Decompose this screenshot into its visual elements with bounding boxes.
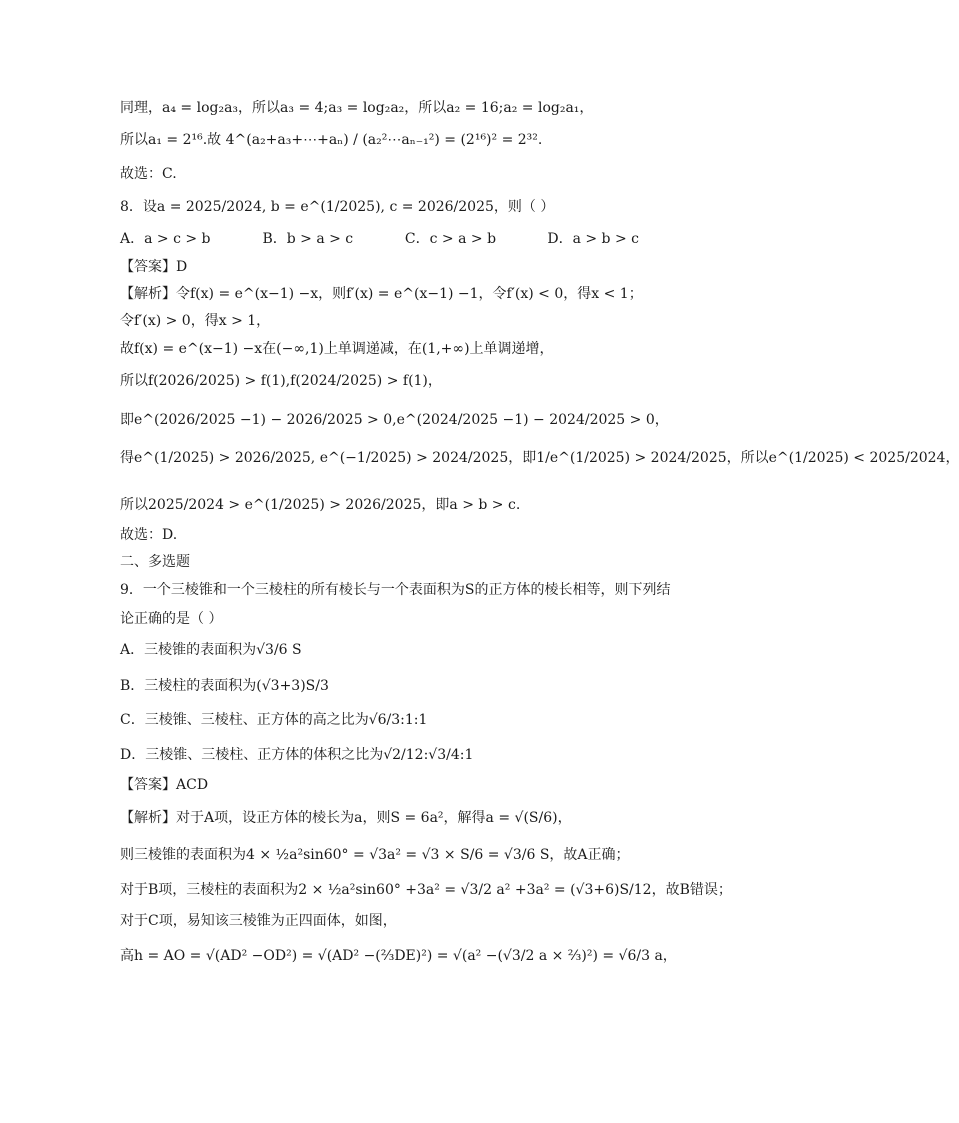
text-line: 高h = AO = √(AD² −OD²) = √(AD² −(⅔DE)²) = √(a² −(√3/2 a × ⅔)²) = √6/3 a， [120,948,677,964]
text-line: 则三棱锥的表面积为4 × ½a²sin60° = √3a² = √3 × S/6 = √3/6 S，故A正确； [120,847,630,863]
text-line: 【解析】对于A项，设正方体的棱长为a，则S = 6a²，解得a = √(S/6)， [120,810,572,826]
option-a: A．a > c > b [120,231,211,247]
text-line: 故f(x) = e^(x−1) −x在(−∞,1)上单调递减，在(1,+∞)上单调递增， [120,341,554,357]
option-a: A．三棱锥的表面积为√3/6 S [120,642,302,658]
option-d: D．a > b > c [547,231,639,247]
answer-label: 【答案】ACD [120,777,209,793]
option-b: B．三棱柱的表面积为(√3+3)S/3 [120,678,329,694]
text-line: 故选：C. [120,166,177,182]
text-line: 【解析】令f(x) = e^(x−1) −x，则f′(x) = e^(x−1) −1，令f′(x) < 0，得x < 1； [120,286,643,302]
text-line: 对于C项，易知该三棱锥为正四面体，如图， [120,913,397,929]
text-line: 论正确的是（ ） [120,611,223,627]
option-d: D．三棱锥、三棱柱、正方体的体积之比为√2/12:√3/4:1 [120,747,474,763]
text-line: 所以a₁ = 2¹⁶.故 4^(a₂+a₃+⋯+aₙ) / (a₂²⋯aₙ₋₁²) = (2¹⁶)² = 2³². [120,132,543,148]
answer-label: 【答案】D [120,259,188,275]
question-8-options [120,229,694,249]
option-c: C．c > a > b [404,231,497,247]
option-b: B．b > a > c [262,231,354,247]
question-9: 9．一个三棱锥和一个三棱柱的所有棱长与一个表面积为S的正方体的棱长相等，则下列结 [120,582,671,598]
text-line: 令f′(x) > 0，得x > 1， [120,313,271,329]
question-8: 8．设a = 2025/2024, b = e^(1/2025), c = 2026/2025，则（ ） [120,199,555,215]
text-line: 对于B项，三棱柱的表面积为2 × ½a²sin60° +3a² = √3/2 a² +3a² = (√3+6)S/12，故B错误； [120,882,732,898]
text-line: 得e^(1/2025) > 2026/2025, e^(−1/2025) > 2024/2025，即1/e^(1/2025) > 2024/2025，所以e^(1/2025) < 2025/2024， [120,450,959,466]
text-line: 即e^(2026/2025 −1) − 2026/2025 > 0,e^(2024/2025 −1) − 2024/2025 > 0， [120,412,669,428]
option-c: C．三棱锥、三棱柱、正方体的高之比为√6/3:1:1 [120,712,428,728]
text-line: 同理，a₄ = log₂a₃，所以a₃ = 4;a₃ = log₂a₂，所以a₂ = 16;a₂ = log₂a₁， [120,100,594,116]
text-line: 所以2025/2024 > e^(1/2025) > 2026/2025，即a > b > c. [120,497,521,513]
section-heading: 二、多选题 [120,554,190,570]
text-line: 所以f(2026/2025) > f(1),f(2024/2025) > f(1)， [120,373,442,389]
text-line: 故选：D. [120,527,178,543]
